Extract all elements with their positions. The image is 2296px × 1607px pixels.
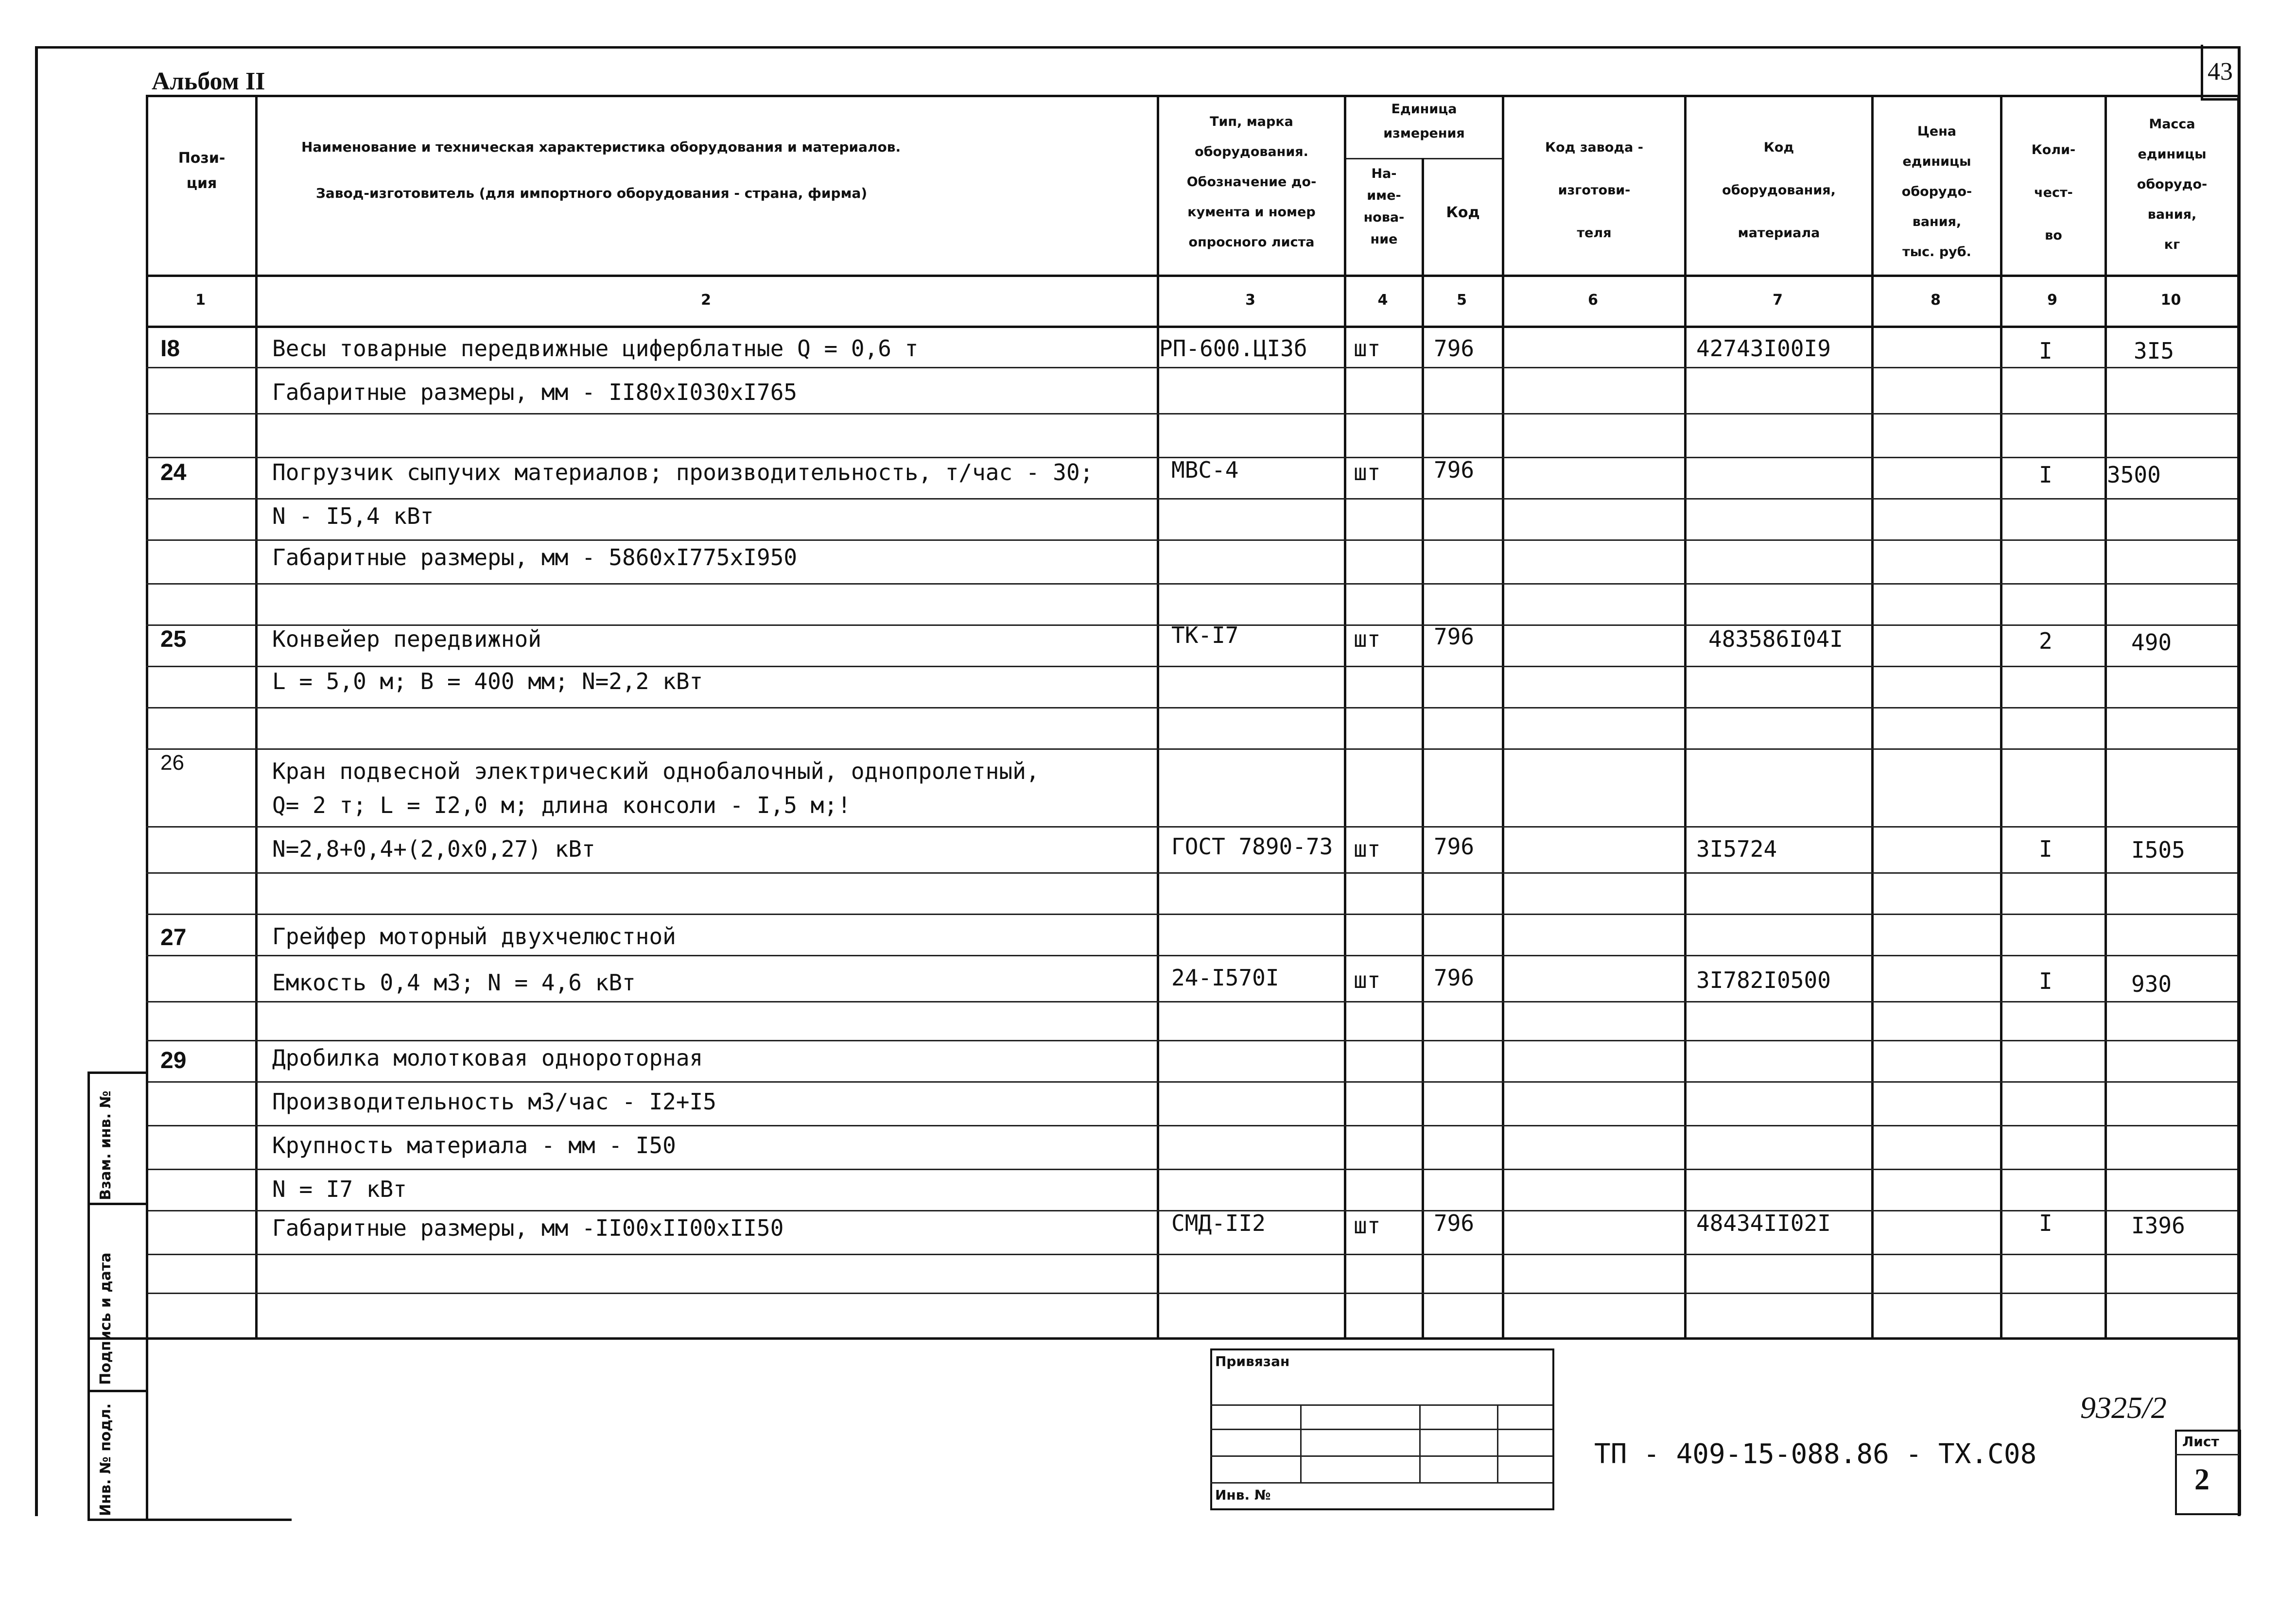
mass-cell: I396 (2131, 1212, 2185, 1239)
item-description-line: Конвейер передвижной (272, 626, 541, 652)
quantity-cell: I (2039, 1210, 2052, 1236)
side-stamp-line (87, 1071, 146, 1074)
table-top-line (146, 95, 2240, 97)
side-stamp-line (87, 1203, 146, 1205)
header-price: Цена единицы оборудо- вания, тыс. руб. (1901, 124, 1972, 259)
item-description-line: Q= 2 т; L = I2,0 м; длина консоли - I,5 м;! (272, 792, 851, 818)
row-line (146, 1254, 2237, 1255)
col-divider (1157, 95, 1159, 1337)
equipment-code-cell: 483586I04I (1708, 626, 1843, 652)
stamp-divider (1419, 1404, 1421, 1482)
col-divider (1871, 95, 1874, 1337)
side-stamp-right (146, 1071, 148, 1521)
colnum-bottom-line (146, 326, 2240, 328)
row-line (146, 413, 2237, 415)
unit-cell: шт (1354, 836, 1381, 862)
header-position: Пози- ция (178, 150, 226, 192)
item-description-line: Грейфер моторный двухчелюстной (272, 923, 676, 950)
item-description-line: Кран подвесной электрический однобалочный, однопролетный, (272, 758, 1040, 784)
item-description-line: Производительность м3/час - I2+I5 (272, 1089, 716, 1115)
unit-cell: шт (1354, 459, 1381, 485)
col-number: 6 (1588, 292, 1598, 309)
side-stamp-line (87, 1519, 292, 1521)
stamp-divider (1300, 1404, 1302, 1482)
item-description-line: Габаритные размеры, мм - 5860xI775xI950 (272, 544, 798, 570)
col-divider (1344, 95, 1346, 1337)
mass-cell: 490 (2131, 629, 2172, 656)
quantity-cell: I (2039, 968, 2052, 994)
header-name-line1: Наименование и техническая характеристика оборудования и материалов. (301, 139, 901, 155)
item-description-line: N=2,8+0,4+(2,0x0,27) кВт (272, 836, 595, 862)
row-line (146, 1293, 2237, 1294)
stamp-line (1210, 1404, 1552, 1406)
sheet-label: Лист (2182, 1434, 2219, 1450)
sheet-box-line (2175, 1454, 2239, 1455)
doc-code: ТП - 409-15-088.86 - ТХ.С08 (1594, 1438, 2037, 1470)
quantity-cell: I (2039, 338, 2052, 364)
col-divider (2000, 95, 2002, 1337)
mass-cell: I505 (2131, 837, 2185, 863)
row-line (146, 583, 2237, 585)
quantity-cell: 2 (2039, 628, 2052, 654)
col-number: 3 (1245, 292, 1255, 309)
row-line (146, 955, 2237, 956)
row-line (146, 872, 2237, 874)
row-line (146, 666, 2237, 667)
col-divider (1684, 95, 1687, 1337)
row-line (146, 1169, 2237, 1170)
type-cell: ТК-I7 (1171, 622, 1239, 648)
header-quantity: Коли- чест- во (2031, 142, 2076, 243)
mass-cell: 3I5 (2134, 338, 2174, 364)
position-cell: 24 (160, 460, 187, 485)
position-cell: 27 (160, 925, 187, 950)
col-number: 10 (2160, 292, 2181, 309)
unit-cell: шт (1354, 967, 1381, 993)
mass-cell: 3500 (2107, 462, 2161, 488)
mass-cell: 930 (2131, 971, 2172, 997)
position-cell: I8 (160, 336, 180, 362)
col-number: 2 (701, 292, 711, 309)
unit-cell: шт (1354, 335, 1381, 362)
stamp-divider (1497, 1404, 1498, 1482)
item-description-line: Весы товарные передвижные циферблатные Q = 0,6 т (272, 335, 919, 362)
side-label-original-inv: Инв. № подл. (97, 1403, 114, 1516)
col-number: 7 (1773, 292, 1783, 309)
header-unit-group: Единица измерения (1383, 102, 1465, 141)
item-description-line: L = 5,0 м; В = 400 мм; N=2,2 кВт (272, 668, 703, 694)
header-equipment-code: Код оборудования, материала (1722, 140, 1836, 241)
side-stamp-line (87, 1390, 146, 1392)
equipment-code-cell: 42743I00I9 (1696, 335, 1831, 362)
type-cell: МВС-4 (1171, 457, 1239, 483)
type-cell: РП-600.ЦI3б (1159, 335, 1307, 362)
row-line (146, 826, 2237, 828)
row-line (146, 914, 2237, 915)
row-line (146, 498, 2237, 500)
album-label: Альбом II (152, 68, 265, 95)
row-line (146, 1040, 2237, 1041)
item-description-line: N = I7 кВт (272, 1176, 407, 1202)
type-cell: СМД-II2 (1171, 1210, 1266, 1236)
unit-code-cell: 796 (1434, 623, 1475, 650)
equipment-code-cell: 3I782I0500 (1696, 967, 1831, 993)
type-cell: ГОСТ 7890-73 (1171, 833, 1333, 860)
doc-number: 9325/2 (2080, 1390, 2167, 1425)
sheet-number: 2 (2194, 1463, 2209, 1496)
col-divider (1422, 158, 1424, 1337)
header-bottom-line (146, 275, 2240, 277)
unit-cell: шт (1354, 1212, 1381, 1239)
stamp-line (1210, 1455, 1552, 1457)
quantity-cell: I (2039, 836, 2052, 862)
row-line (146, 367, 2237, 368)
row-line (146, 1081, 2237, 1083)
position-cell: 29 (160, 1048, 187, 1073)
header-mass: Масса единицы оборудо- вания, кг (2137, 117, 2208, 252)
inv-label: Инв. № (1215, 1487, 1271, 1503)
row-line (146, 707, 2237, 708)
side-label-replaced-inv: Взам. инв. № (97, 1090, 114, 1200)
col-number: 8 (1931, 292, 1941, 309)
row-line (146, 748, 2237, 750)
item-description-line: Крупность материала - мм - I50 (272, 1132, 676, 1158)
item-description-line: N - I5,4 кВт (272, 503, 434, 529)
item-description-line: Погрузчик сыпучих материалов; производительность, т/час - 30; (272, 459, 1094, 485)
item-description-line: Габаритные размеры, мм -II00xII00xII50 (272, 1215, 784, 1241)
header-name-line2: Завод-изготовитель (для импортного оборудования - страна, фирма) (316, 185, 868, 201)
header-factory-code: Код завода - изготови- теля (1545, 140, 1643, 241)
linked-label: Привязан (1215, 1353, 1290, 1369)
type-cell: 24-I570I (1171, 965, 1279, 991)
unit-code-cell: 796 (1434, 833, 1475, 860)
header-unit-name: На- име- нова- ние (1363, 166, 1405, 247)
header-unit-code: Код (1446, 204, 1480, 221)
stamp-line (1210, 1482, 1552, 1484)
table-bottom-line (87, 1337, 2240, 1340)
position-cell: 25 (160, 626, 187, 652)
col-number: 5 (1457, 292, 1467, 309)
page-number: 43 (2201, 45, 2237, 101)
item-description-line: Емкость 0,4 м3; N = 4,6 кВт (272, 969, 636, 996)
header-type: Тип, марка оборудования. Обозначение до- кумента и номер опросного листа (1186, 114, 1317, 250)
unit-cell: шт (1354, 626, 1381, 652)
unit-code-cell: 796 (1434, 1210, 1475, 1236)
row-line (146, 1001, 2237, 1002)
col-divider (2105, 95, 2107, 1337)
col-number: 9 (2047, 292, 2057, 309)
col-number: 1 (195, 292, 206, 309)
stamp-line (1210, 1429, 1552, 1430)
quantity-cell: I (2039, 462, 2052, 488)
col-divider (1502, 95, 1504, 1337)
side-label-signature-date: Подпись и дата (97, 1252, 114, 1385)
unit-code-cell: 796 (1434, 335, 1475, 362)
item-description-line: Дробилка молотковая однороторная (272, 1045, 703, 1071)
col-divider (255, 95, 258, 1337)
table-right-border (2237, 95, 2240, 1337)
equipment-code-cell: 48434II02I (1696, 1210, 1831, 1236)
item-description-line: Габаритные размеры, мм - II80xI030xI765 (272, 379, 798, 405)
side-stamp-left (87, 1071, 90, 1521)
col-number: 4 (1377, 292, 1388, 309)
row-line (146, 539, 2237, 541)
position-cell: 26 (160, 751, 184, 775)
equipment-code-cell: 3I5724 (1696, 836, 1777, 862)
unit-code-cell: 796 (1434, 457, 1475, 483)
row-line (146, 1125, 2237, 1126)
unit-code-cell: 796 (1434, 965, 1475, 991)
